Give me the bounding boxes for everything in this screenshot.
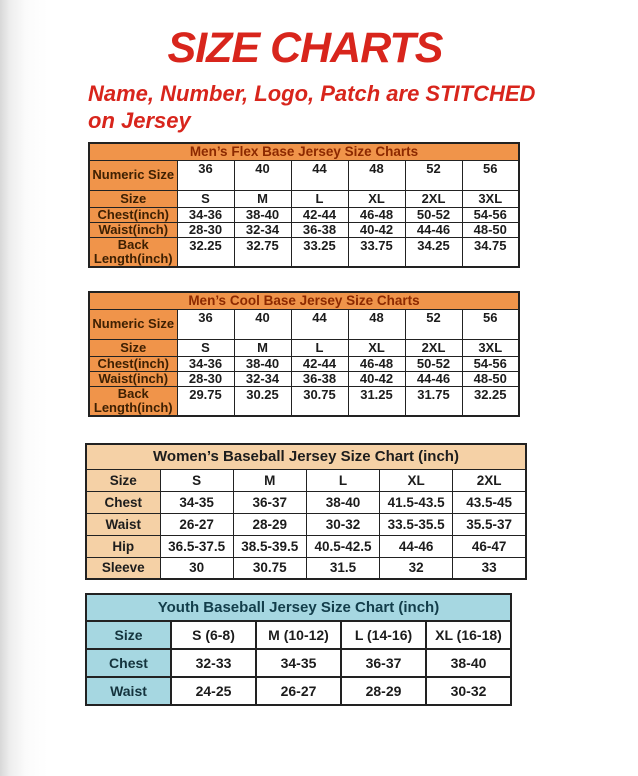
size-value-cell: M bbox=[233, 469, 306, 491]
table-row bbox=[89, 339, 519, 356]
row-label: Back Length(inch) bbox=[89, 237, 177, 267]
size-value-cell: L bbox=[291, 339, 348, 356]
size-value-cell: 34-35 bbox=[256, 649, 341, 677]
size-value-cell: 36-37 bbox=[341, 649, 426, 677]
table-row bbox=[86, 535, 526, 557]
size-value-cell: 28-30 bbox=[177, 222, 234, 237]
row-label: Numeric Size bbox=[89, 309, 177, 339]
size-value-cell: 30-32 bbox=[426, 677, 511, 705]
size-value-cell: 38-40 bbox=[306, 491, 379, 513]
size-value-cell: 2XL bbox=[453, 469, 526, 491]
table-row bbox=[89, 292, 519, 309]
table-row bbox=[89, 386, 519, 416]
size-value-cell: 34.75 bbox=[462, 237, 519, 267]
size-value-cell: 48-50 bbox=[462, 371, 519, 386]
size-value-cell: 26-27 bbox=[256, 677, 341, 705]
size-value-cell: 48 bbox=[348, 160, 405, 190]
size-value-cell: 34.25 bbox=[405, 237, 462, 267]
row-label: Sleeve bbox=[86, 557, 160, 579]
table-row bbox=[89, 143, 519, 160]
size-value-cell: M bbox=[234, 190, 291, 207]
table-row bbox=[86, 621, 511, 649]
size-value-cell: 30.25 bbox=[234, 386, 291, 416]
table-row bbox=[89, 207, 519, 222]
size-value-cell: 36 bbox=[177, 160, 234, 190]
size-value-cell: 46-48 bbox=[348, 207, 405, 222]
size-value-cell: 30-32 bbox=[306, 513, 379, 535]
row-label: Chest bbox=[86, 649, 171, 677]
size-value-cell: S bbox=[160, 469, 233, 491]
size-value-cell: S (6-8) bbox=[171, 621, 256, 649]
size-value-cell: S bbox=[177, 339, 234, 356]
size-value-cell: 36-38 bbox=[291, 371, 348, 386]
size-value-cell: 38.5-39.5 bbox=[233, 535, 306, 557]
size-value-cell: 33.75 bbox=[348, 237, 405, 267]
size-value-cell: 41.5-43.5 bbox=[380, 491, 453, 513]
size-value-cell: 31.25 bbox=[348, 386, 405, 416]
size-value-cell: 32-34 bbox=[234, 222, 291, 237]
size-value-cell: 32-33 bbox=[171, 649, 256, 677]
size-value-cell: S bbox=[177, 190, 234, 207]
size-value-cell: 48-50 bbox=[462, 222, 519, 237]
size-value-cell: 36-37 bbox=[233, 491, 306, 513]
size-value-cell: 54-56 bbox=[462, 207, 519, 222]
size-chart-table-mens-flex-base bbox=[88, 142, 520, 268]
size-value-cell: 31.75 bbox=[405, 386, 462, 416]
row-label: Chest(inch) bbox=[89, 356, 177, 371]
size-value-cell: 32.75 bbox=[234, 237, 291, 267]
size-value-cell: 43.5-45 bbox=[453, 491, 526, 513]
size-value-cell: 56 bbox=[462, 160, 519, 190]
size-value-cell: XL (16-18) bbox=[426, 621, 511, 649]
size-value-cell: 3XL bbox=[462, 190, 519, 207]
page-title: SIZE CHARTS bbox=[167, 24, 443, 72]
table-row bbox=[89, 190, 519, 207]
row-label: Chest bbox=[86, 491, 160, 513]
table-title: Youth Baseball Jersey Size Chart (inch) bbox=[86, 594, 511, 621]
size-value-cell: 28-29 bbox=[341, 677, 426, 705]
row-label: Waist(inch) bbox=[89, 222, 177, 237]
size-value-cell: XL bbox=[380, 469, 453, 491]
size-value-cell: 40-42 bbox=[348, 222, 405, 237]
size-value-cell: L (14-16) bbox=[341, 621, 426, 649]
row-label: Numeric Size bbox=[89, 160, 177, 190]
size-chart-table-mens-cool-base bbox=[88, 291, 520, 417]
row-label: Waist(inch) bbox=[89, 371, 177, 386]
row-label: Waist bbox=[86, 513, 160, 535]
size-value-cell: 38-40 bbox=[234, 356, 291, 371]
table-row bbox=[89, 237, 519, 267]
table-title: Men’s Cool Base Jersey Size Charts bbox=[89, 292, 519, 309]
size-value-cell: 44-46 bbox=[405, 371, 462, 386]
table-row bbox=[89, 222, 519, 237]
size-value-cell: 46-47 bbox=[453, 535, 526, 557]
table-row bbox=[89, 371, 519, 386]
size-value-cell: 50-52 bbox=[405, 356, 462, 371]
size-value-cell: 31.5 bbox=[306, 557, 379, 579]
size-value-cell: 36-38 bbox=[291, 222, 348, 237]
size-value-cell: 34-35 bbox=[160, 491, 233, 513]
size-value-cell: 33 bbox=[453, 557, 526, 579]
size-value-cell: 28-29 bbox=[233, 513, 306, 535]
size-value-cell: M (10-12) bbox=[256, 621, 341, 649]
size-value-cell: 32.25 bbox=[462, 386, 519, 416]
table-row bbox=[86, 594, 511, 621]
row-label: Size bbox=[86, 621, 171, 649]
size-value-cell: L bbox=[306, 469, 379, 491]
size-value-cell: 44 bbox=[291, 309, 348, 339]
size-value-cell: XL bbox=[348, 339, 405, 356]
size-value-cell: 28-30 bbox=[177, 371, 234, 386]
row-label: Size bbox=[89, 339, 177, 356]
size-value-cell: 50-52 bbox=[405, 207, 462, 222]
size-value-cell: 44 bbox=[291, 160, 348, 190]
table-row bbox=[89, 309, 519, 339]
table-row bbox=[86, 444, 526, 469]
size-value-cell: 33.5-35.5 bbox=[380, 513, 453, 535]
size-value-cell: 34-36 bbox=[177, 207, 234, 222]
size-value-cell: 38-40 bbox=[426, 649, 511, 677]
size-value-cell: 33.25 bbox=[291, 237, 348, 267]
size-value-cell: 56 bbox=[462, 309, 519, 339]
size-value-cell: L bbox=[291, 190, 348, 207]
table-row bbox=[86, 557, 526, 579]
size-value-cell: 30.75 bbox=[291, 386, 348, 416]
size-value-cell: M bbox=[234, 339, 291, 356]
row-label: Waist bbox=[86, 677, 171, 705]
page-subtitle-line-1: Name, Number, Logo, Patch are STITCHED bbox=[88, 81, 536, 107]
size-charts-sheet bbox=[0, 26, 638, 776]
table-row bbox=[86, 677, 511, 705]
table-title: Women’s Baseball Jersey Size Chart (inch) bbox=[86, 444, 526, 469]
size-value-cell: 30 bbox=[160, 557, 233, 579]
page-subtitle bbox=[88, 80, 638, 134]
table-row bbox=[89, 356, 519, 371]
size-value-cell: 29.75 bbox=[177, 386, 234, 416]
size-value-cell: 38-40 bbox=[234, 207, 291, 222]
size-value-cell: 52 bbox=[405, 309, 462, 339]
size-value-cell: 54-56 bbox=[462, 356, 519, 371]
size-chart-table-youth-baseball bbox=[85, 593, 512, 706]
size-value-cell: 40-42 bbox=[348, 371, 405, 386]
table-row bbox=[86, 491, 526, 513]
size-value-cell: 46-48 bbox=[348, 356, 405, 371]
size-value-cell: 32.25 bbox=[177, 237, 234, 267]
size-value-cell: 34-36 bbox=[177, 356, 234, 371]
size-value-cell: 42-44 bbox=[291, 207, 348, 222]
row-label: Hip bbox=[86, 535, 160, 557]
size-value-cell: 2XL bbox=[405, 339, 462, 356]
size-value-cell: 40 bbox=[234, 160, 291, 190]
page-subtitle-line-2: on Jersey bbox=[88, 108, 191, 134]
size-value-cell: 40 bbox=[234, 309, 291, 339]
row-label: Chest(inch) bbox=[89, 207, 177, 222]
size-value-cell: 40.5-42.5 bbox=[306, 535, 379, 557]
row-label: Back Length(inch) bbox=[89, 386, 177, 416]
row-label: Size bbox=[89, 190, 177, 207]
size-value-cell: 52 bbox=[405, 160, 462, 190]
size-chart-table-womens-baseball bbox=[85, 443, 527, 580]
table-row bbox=[86, 513, 526, 535]
size-value-cell: 3XL bbox=[462, 339, 519, 356]
table-title: Men’s Flex Base Jersey Size Charts bbox=[89, 143, 519, 160]
table-row bbox=[86, 649, 511, 677]
size-value-cell: 48 bbox=[348, 309, 405, 339]
size-value-cell: 36.5-37.5 bbox=[160, 535, 233, 557]
size-value-cell: 2XL bbox=[405, 190, 462, 207]
table-row bbox=[86, 469, 526, 491]
size-value-cell: 24-25 bbox=[171, 677, 256, 705]
size-value-cell: 35.5-37 bbox=[453, 513, 526, 535]
size-value-cell: 44-46 bbox=[405, 222, 462, 237]
row-label: Size bbox=[86, 469, 160, 491]
size-value-cell: 30.75 bbox=[233, 557, 306, 579]
size-value-cell: XL bbox=[348, 190, 405, 207]
size-value-cell: 26-27 bbox=[160, 513, 233, 535]
size-value-cell: 36 bbox=[177, 309, 234, 339]
size-value-cell: 32 bbox=[380, 557, 453, 579]
size-value-cell: 32-34 bbox=[234, 371, 291, 386]
size-value-cell: 44-46 bbox=[380, 535, 453, 557]
size-value-cell: 42-44 bbox=[291, 356, 348, 371]
table-row bbox=[89, 160, 519, 190]
